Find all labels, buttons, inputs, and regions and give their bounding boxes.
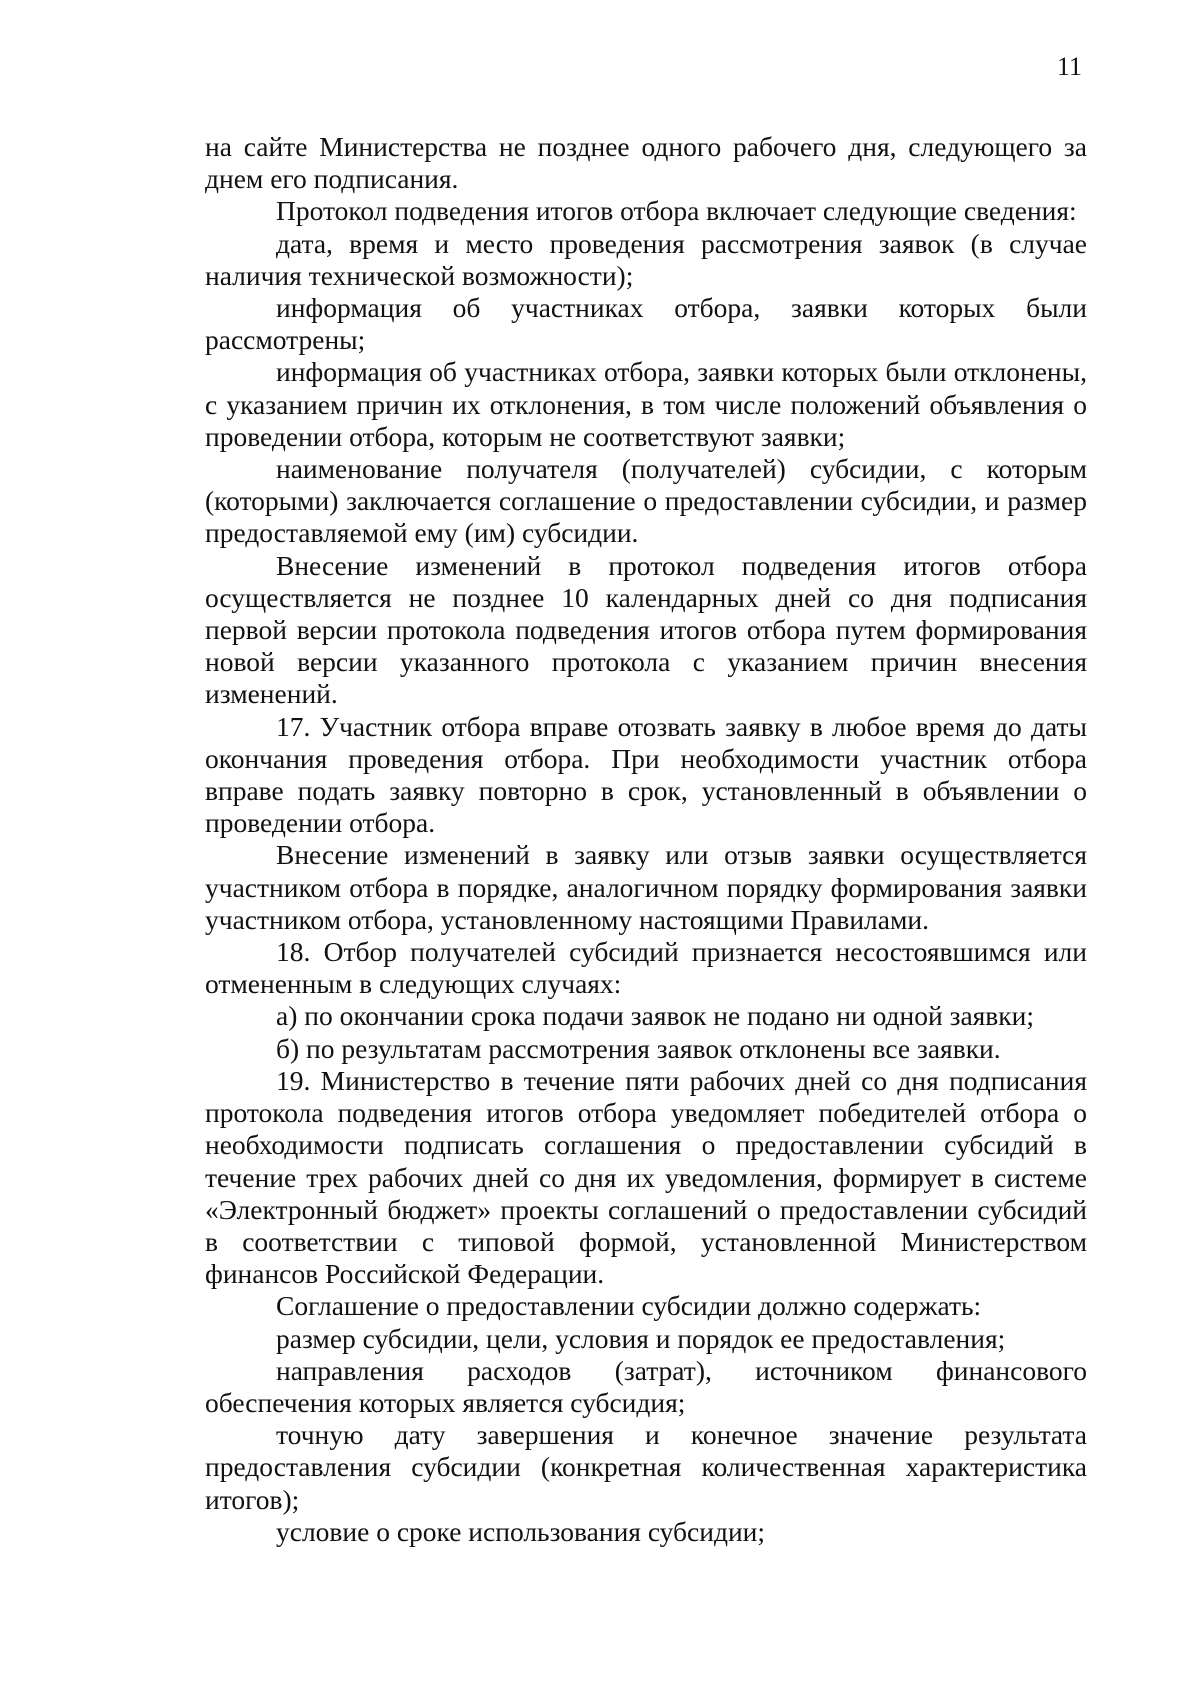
paragraph-item: а) по окончании срока подачи заявок не подано ни одной заявки; — [276, 1000, 1034, 1032]
paragraph-section-18: 18. Отбор получателей субсидий признается несостоявшимся или отмененным в следующих случаях: — [205, 936, 1087, 1000]
paragraph-item: точную дату завершения и конечное значение результата предоставления субсидии (конкретная количественная характеристика итогов); — [205, 1419, 1087, 1515]
paragraph-item: условие о сроке использования субсидии; — [276, 1515, 766, 1547]
paragraph-item: наименование получателя (получателей) субсидии, с которым (которыми) заключается соглашение о предоставлении субсидии, и размер предоставляемой ему (им) субсидии. — [205, 453, 1087, 549]
paragraph-continuation: на сайте Министерства не позднее одного рабочего дня, следующего за днем его подписания. — [205, 131, 1087, 195]
paragraph-item: информация об участниках отбора, заявки которых были отклонены, с указанием причин их отклонения, в том числе положений объявления о проведении отбора, которым не соответствуют заявки; — [205, 356, 1087, 452]
paragraph-section-17: 17. Участник отбора вправе отозвать заявку в любое время до даты окончания проведения отбора. При необходимости участник отбора вправе подать заявку повторно в срок, установленный в объявлении о проведении отбора. — [205, 710, 1087, 839]
page-number: 11 — [1057, 52, 1083, 81]
paragraph-agreement-contents: Соглашение о предоставлении субсидии должно содержать: — [276, 1290, 982, 1322]
paragraph-item: дата, время и место проведения рассмотрения заявок (в случае наличия технической возможности); — [205, 227, 1087, 291]
paragraph-item: информация об участниках отбора, заявки которых были рассмотрены; — [205, 292, 1087, 356]
paragraph-protocol-changes: Внесение изменений в протокол подведения итогов отбора осуществляется не позднее 10 календарных дней со дня подписания первой версии протокола подведения итогов отбора путем формирования новой версии указанного протокола с указанием причин внесения изменений. — [205, 549, 1087, 710]
paragraph-item: размер субсидии, цели, условия и порядок ее предоставления; — [276, 1322, 1006, 1354]
paragraph-protocol-contents: Протокол подведения итогов отбора включает следующие сведения: — [276, 195, 1077, 227]
paragraph-application-changes: Внесение изменений в заявку или отзыв заявки осуществляется участником отбора в порядке, аналогичном порядку формирования заявки участником отбора, установленному настоящими Правилами. — [205, 839, 1087, 935]
paragraph-item: направления расходов (затрат), источником финансового обеспечения которых является субсидия; — [205, 1354, 1087, 1418]
paragraph-item: б) по результатам рассмотрения заявок отклонены все заявки. — [276, 1032, 1001, 1064]
document-body — [205, 131, 1087, 1548]
paragraph-section-19: 19. Министерство в течение пяти рабочих дней со дня подписания протокола подведения итогов отбора уведомляет победителей отбора о необходимости подписать соглашения о предоставлении субсидий в течение трех рабочих дней со дня их уведомления, формирует в системе «Электронный бюджет» проекты соглашений о предоставлении субсидий в соответствии с типовой формой, установленной Министерством финансов Российской Федерации. — [205, 1064, 1087, 1290]
